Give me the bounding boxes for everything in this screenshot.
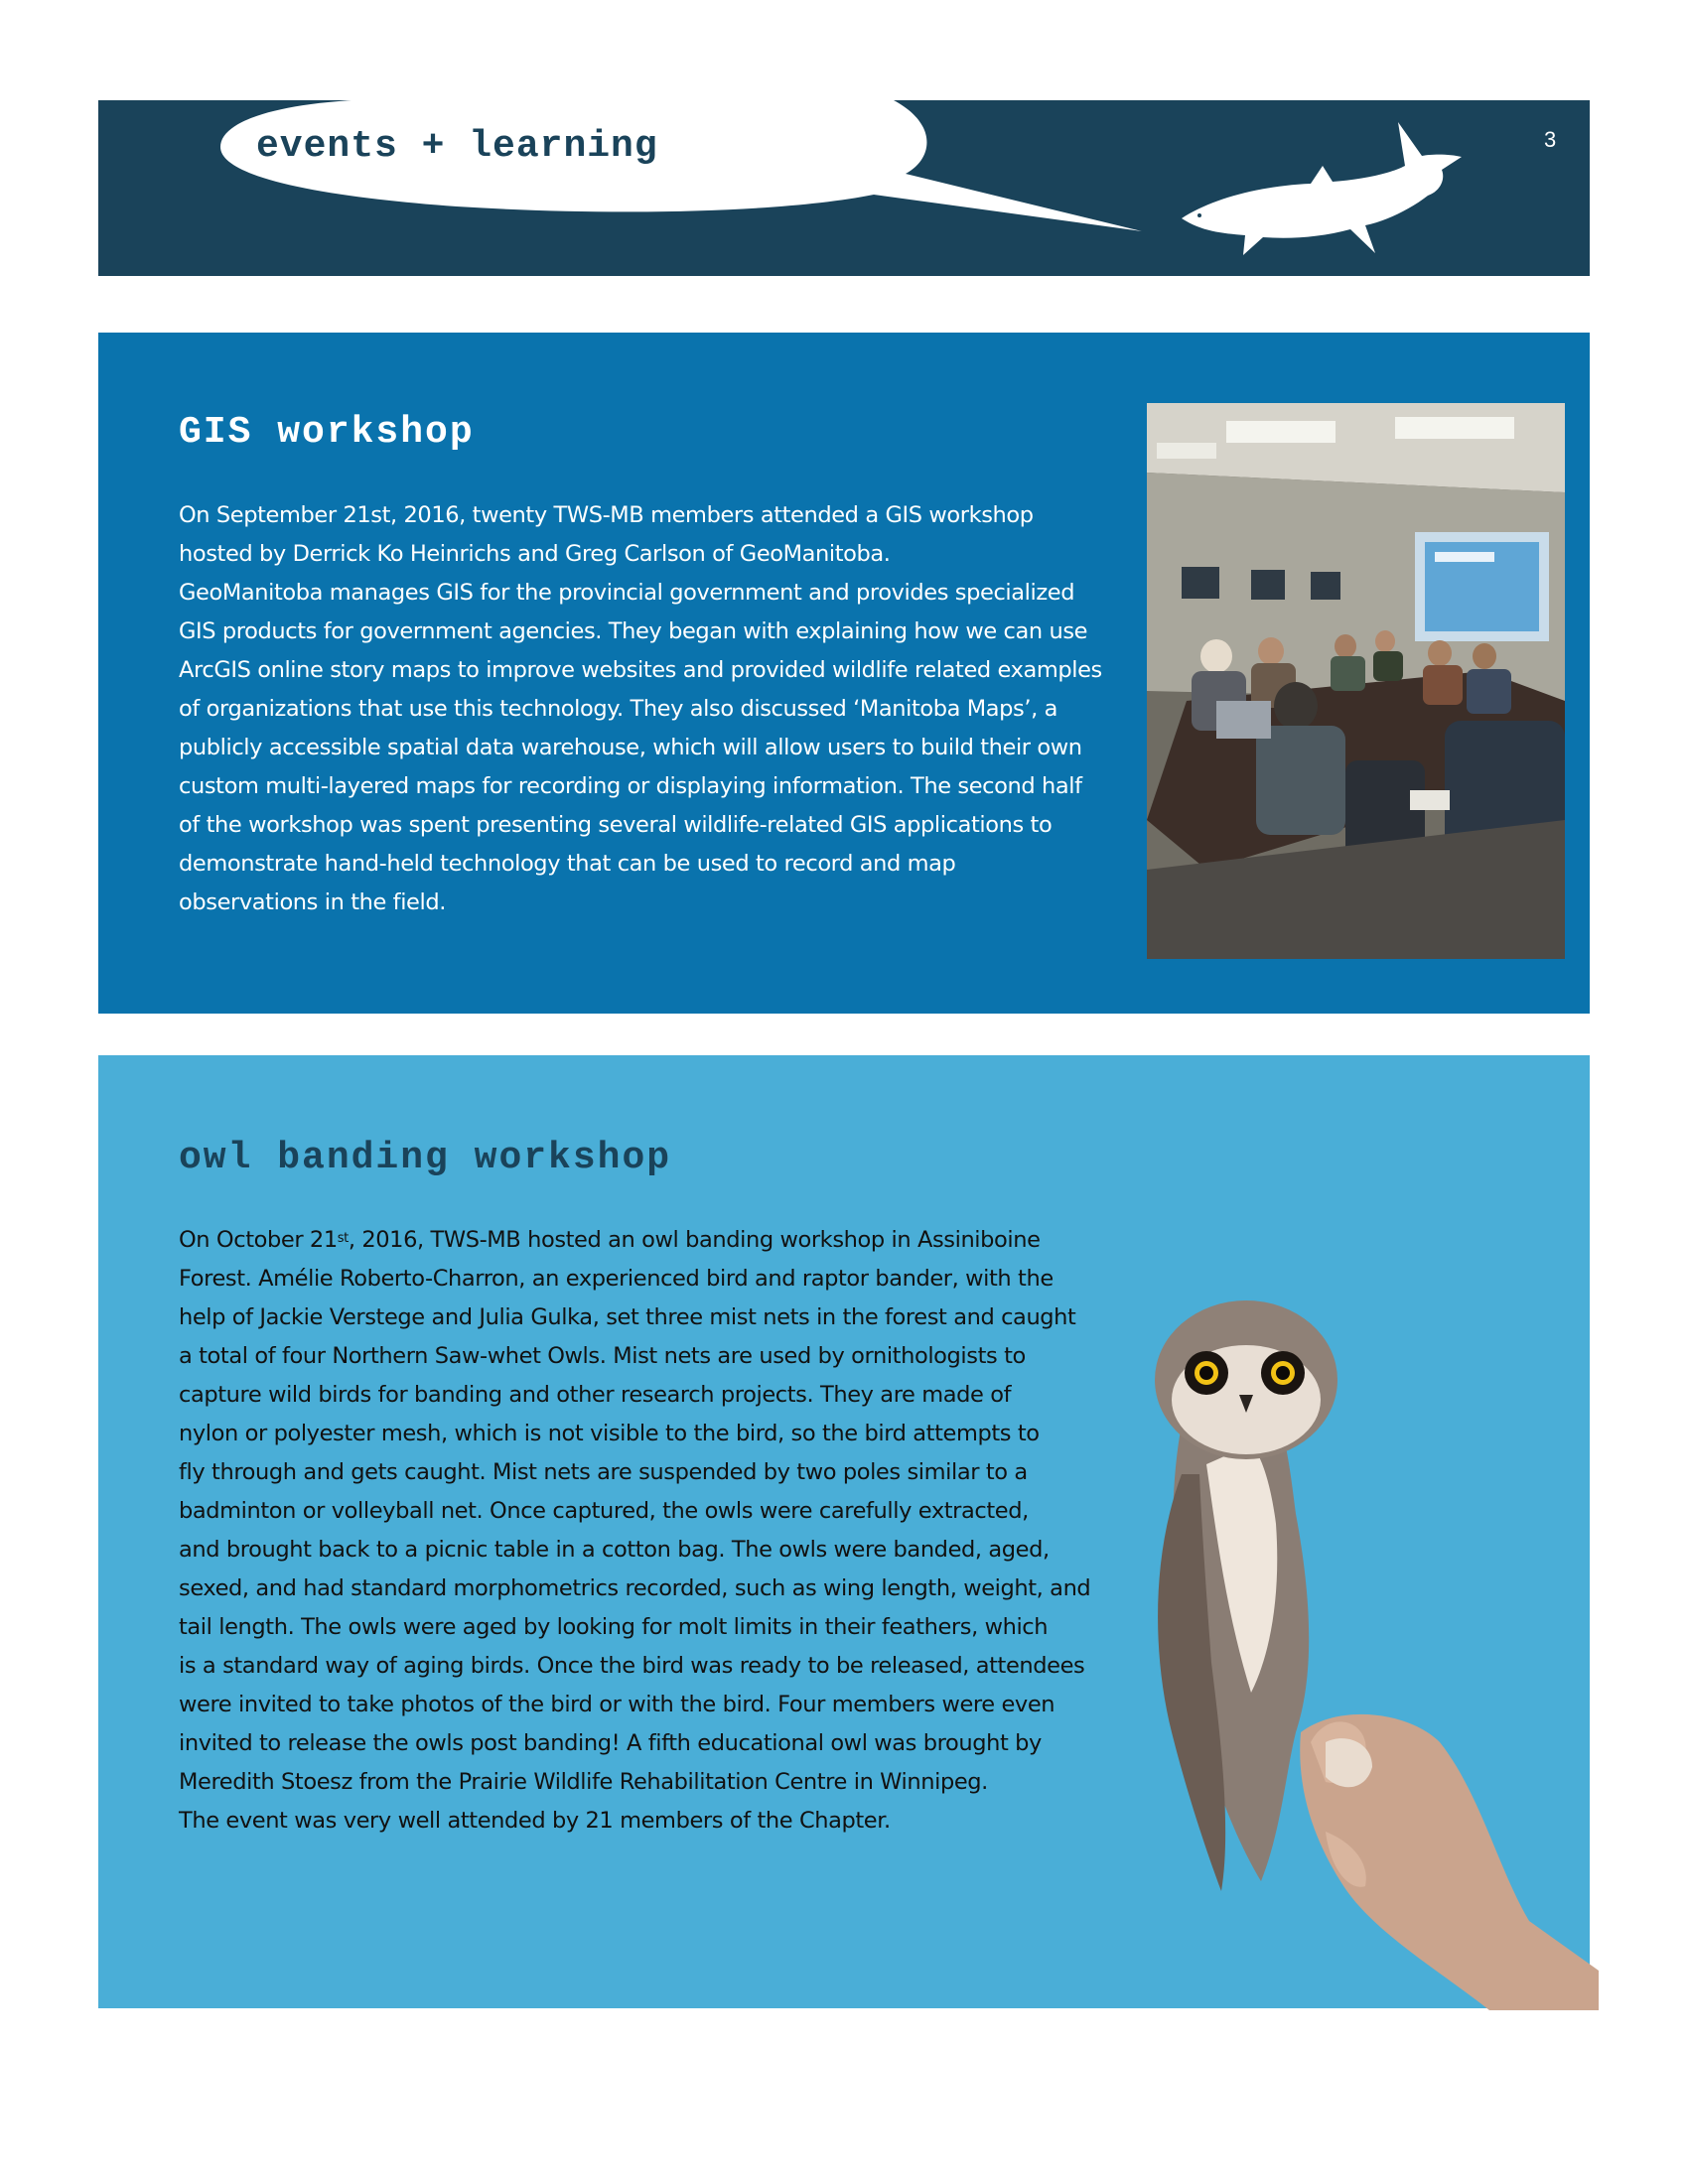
- text-line: a total of four Northern Saw-whet Owls. Mist nets are used by ornithologists to: [179, 1343, 1026, 1369]
- owl-workshop-body: [179, 1221, 1090, 1841]
- text-line: Forest. Amélie Roberto-Charron, an experienced bird and raptor bander, with the: [179, 1266, 1054, 1292]
- text-line: The event was very well attended by 21 members of the Chapter.: [179, 1808, 891, 1834]
- text-line: of the workshop was spent presenting several wildlife-related GIS applications to: [179, 812, 1053, 838]
- first-line-rest: , 2016, TWS-MB hosted an owl banding workshop in Assiniboine: [348, 1227, 1041, 1253]
- text-line: and brought back to a picnic table in a cotton bag. The owls were banded, aged,: [179, 1537, 1050, 1563]
- text-line: invited to release the owls post banding! A fifth educational owl was brought by: [179, 1730, 1042, 1756]
- text-line: tail length. The owls were aged by looking for molt limits in their feathers, which: [179, 1614, 1049, 1640]
- text-line: fly through and gets caught. Mist nets are suspended by two poles similar to a: [179, 1459, 1028, 1485]
- text-line: Meredith Stoesz from the Prairie Wildlife Rehabilitation Centre in Winnipeg.: [179, 1769, 988, 1795]
- owl-in-hand-photo: [1112, 1276, 1599, 2010]
- gis-workshop-title: GIS workshop: [179, 411, 475, 454]
- text-line: observations in the field.: [179, 889, 446, 915]
- text-line: nylon or polyester mesh, which is not visible to the bird, so the bird attempts to: [179, 1421, 1040, 1446]
- section-name: events + learning: [256, 125, 658, 168]
- text-line: demonstrate hand-held technology that can be used to record and map: [179, 851, 956, 877]
- text-line: [179, 1221, 1090, 1260]
- text-line: is a standard way of aging birds. Once the bird was ready to be released, attendees: [179, 1653, 1085, 1679]
- fish-silhouette-icon: [1172, 114, 1470, 263]
- gis-workshop-body: [179, 496, 1102, 922]
- text-line: On September 21st, 2016, twenty TWS-MB members attended a GIS workshop: [179, 502, 1034, 528]
- text-line: badminton or volleyball net. Once captured, the owls were carefully extracted,: [179, 1498, 1029, 1524]
- workshop-room-photo: [1147, 403, 1565, 959]
- text-line: ArcGIS online story maps to improve websites and provided wildlife related examples: [179, 657, 1102, 683]
- text-line: were invited to take photos of the bird or with the bird. Four members were even: [179, 1692, 1055, 1717]
- text-line: of organizations that use this technology. They also discussed ‘Manitoba Maps’, a: [179, 696, 1058, 722]
- text-line: sexed, and had standard morphometrics recorded, such as wing length, weight, and: [179, 1575, 1091, 1601]
- text-line: GeoManitoba manages GIS for the provincial government and provides specialized: [179, 580, 1075, 606]
- text-line: hosted by Derrick Ko Heinrichs and Greg Carlson of GeoManitoba.: [179, 541, 891, 567]
- page-number: 3: [1544, 127, 1557, 152]
- text-line: help of Jackie Verstege and Julia Gulka, set three mist nets in the forest and caught: [179, 1304, 1076, 1330]
- text-line: capture wild birds for banding and other research projects. They are made of: [179, 1382, 1012, 1408]
- text-line: GIS products for government agencies. They began with explaining how we can use: [179, 618, 1088, 644]
- owl-workshop-title: owl banding workshop: [179, 1137, 672, 1179]
- date-prefix: On October 21: [179, 1227, 338, 1253]
- text-line: publicly accessible spatial data warehouse, which will allow users to build their own: [179, 735, 1082, 760]
- text-line: custom multi-layered maps for recording or displaying information. The second half: [179, 773, 1082, 799]
- ordinal-superscript: st: [337, 1231, 349, 1246]
